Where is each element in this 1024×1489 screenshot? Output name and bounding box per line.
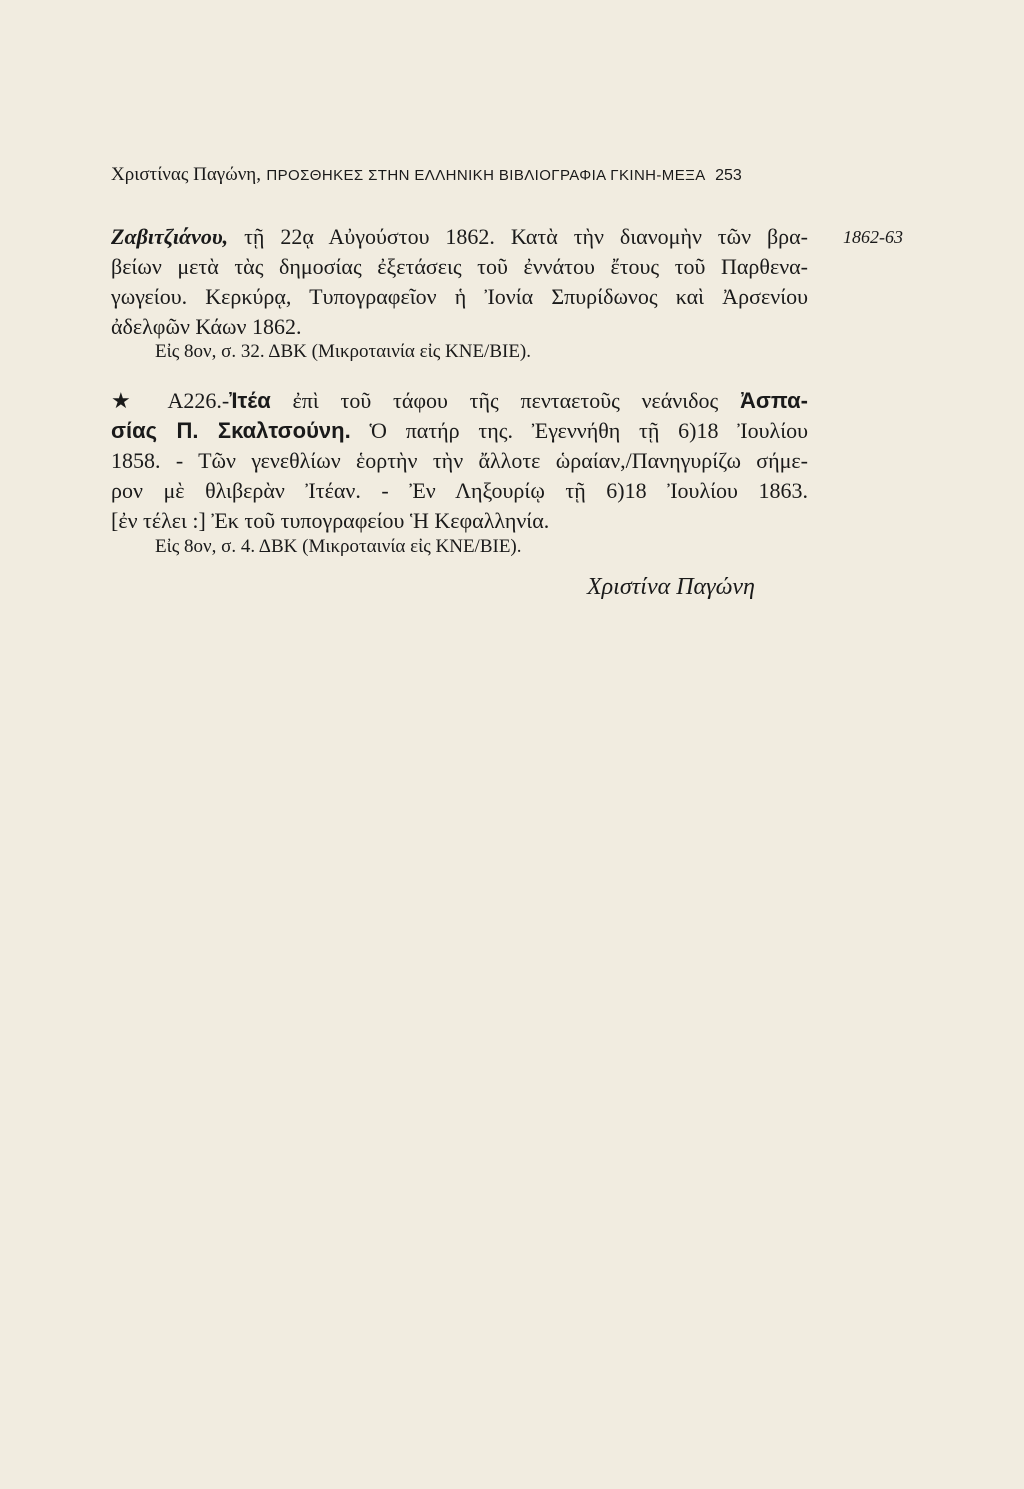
entry2-note: Εἰς 8ον, σ. 4. ΔΒΚ (Μικροταινία εἰς ΚΝΕ/ΒΙΕ).: [155, 536, 522, 557]
margin-note-years: 1862-63: [843, 227, 903, 247]
entry1-line-2: βείων μετὰ τὰς δημοσίας ἐξετάσεις τοῦ ἐννάτου ἔτους τοῦ Παρθενα-: [111, 254, 808, 279]
entry2-name-end: σίας Π. Σκαλτσούνη.: [111, 418, 351, 443]
entry2-line-1-text: ἐπὶ τοῦ τάφου τῆς πενταετοῦς νεάνιδος: [270, 388, 740, 413]
entry1-line-1-text: τῇ 22ᾳ Αὐγούστου 1862. Κατὰ τὴν διανομὴν τῶν βρα-: [228, 224, 808, 249]
entry1-line-4: ἀδελφῶν Κάων 1862.: [111, 314, 302, 339]
entry2-line-3: 1858. - Τῶν γενεθλίων ἑορτὴν τὴν ἄλλοτε ὡραίαν,/Πανηγυρίζω σήμε-: [111, 448, 808, 473]
running-head-title: ΠΡΟΣΘΗΚΕΣ ΣΤΗΝ ΕΛΛΗΝΙΚΗ ΒΙΒΛΙΟΓΡΑΦΙΑ ΓΚΙΝΗ-ΜΕΞΑ: [266, 167, 706, 184]
entry1-line-1: [111, 222, 808, 252]
entry2-line-4: ρον μὲ θλιβερὰν Ἰτέαν. - Ἐν Ληξουρίῳ τῇ 6)18 Ἰουλίου 1863.: [111, 478, 808, 503]
signature: Χριστίνα Παγώνη: [587, 574, 755, 600]
entry1-note: Εἰς 8ον, σ. 32. ΔΒΚ (Μικροταινία εἰς ΚΝΕ/ΒΙΕ).: [155, 341, 532, 362]
entry2-line-1: [111, 386, 808, 416]
entry2-name-start: Ἀσπα-: [739, 388, 808, 413]
entry-zavitziánou: [111, 222, 808, 342]
page-number: 253: [715, 167, 742, 184]
entry1-author: Ζαβιτζιάνου,: [111, 224, 229, 249]
entry2-line-2-text: Ὁ πατήρ της. Ἐγεννήθη τῇ 6)18 Ἰουλίου: [350, 418, 809, 443]
entry1-line-3: γωγείου. Κερκύρᾳ, Τυπογραφεῖον ἡ Ἰονία Σπυρίδωνος καὶ Ἀρσενίου: [111, 284, 808, 309]
entry-a226: [111, 386, 808, 536]
running-head-author: Χριστίνας Παγώνη,: [111, 164, 261, 185]
entry2-line-2: [111, 416, 808, 446]
entry2-title: Ἰτέα: [229, 388, 271, 413]
running-head: [111, 163, 911, 188]
entry2-number: ★ Α226.-: [111, 388, 230, 413]
entry2-line-5: [ἐν τέλει :] Ἐκ τοῦ τυπογραφείου Ἡ Κεφαλληνία.: [111, 508, 550, 533]
